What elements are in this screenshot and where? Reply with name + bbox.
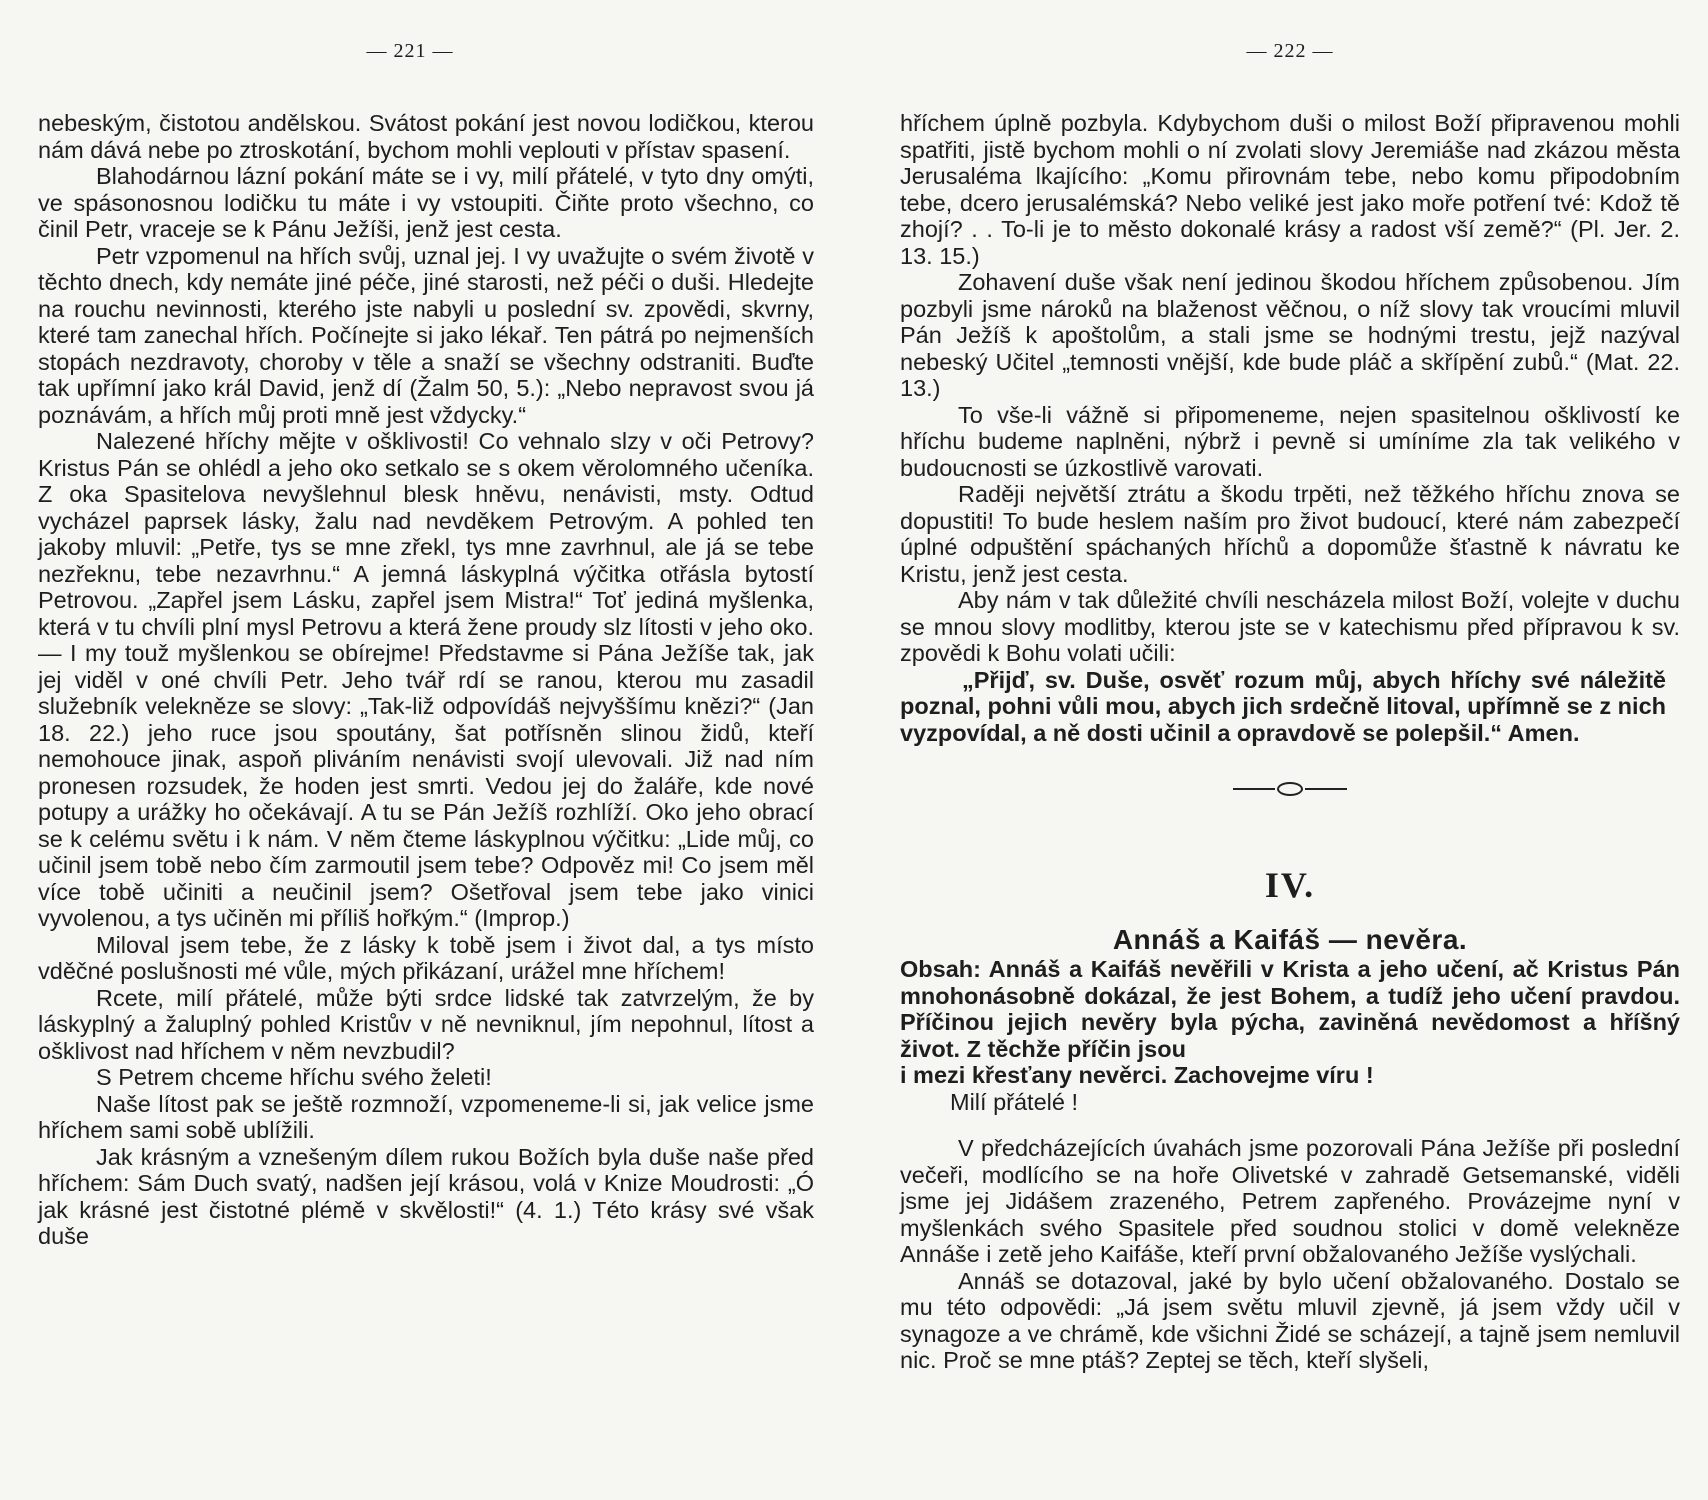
paragraph: Raději největší ztrátu a škodu trpěti, než těžkého hříchu znova se dopustiti! To bude heslem naším pro život budoucí, které nám zabezpečí úplné odpuštění spáchaných hříchů a dopomůže šťastně k návratu ke Kristu, jenž jest cesta. xyxy=(900,481,1680,587)
page-number: — 222 — xyxy=(1246,40,1334,62)
paragraph: Nalezené hříchy mějte v ošklivosti! Co vehnalo slzy v oči Petrovy? Kristus Pán se ohlédl a jeho oko setkalo se s okem věrolomného učeníka. Z oka Spasitelova nevyšlehnul blesk hněvu, nenávisti, msty. Odtud vycházel paprsek lásky, žalu nad nevděkem Petrovým. A pohled ten jakoby mluvil: „Petře, tys se mne zřekl, tys mne zavrhnul, ale já se tebe nezřeknu, tebe nezavrhnu.“ A jemná láskyplná výčitka otřásla bytostí Petrovou. „Zapřel jsem Lásku, zapřel jsem Mistra!“ Toť jediná myšlenka, která v tu chvíli plní mysl Petrovu a která žene proudy slz lítosti v jeho oko. — I my touž myšlenkou se obírejme! Představme si Pána Ježíše tak, jak jej viděl v oné chvíli Petr. Jeho tvář rdí se ranou, kterou mu zasadil služebník velekněze se slovy: „Tak-liž odpovídáš nejvyššímu knězi?“ (Jan 18. 22.) jeho ruce jsou spoutány, šat potřísněn slinou židů, kteří nemohouce jinak, aspoň pliváním nenávisti svojí ulevovali. Již nad ním pronesen rozsudek, že hoden jest smrti. Vedou jej do žaláře, kde nové potupy a urážky ho očekávají. A tu se Pán Ježíš rozhlíží. Oko jeho obrací se k celému světu i k nám. V něm čteme láskyplnou výčitku: „Lide můj, co učinil jsem tobě nebo čím zarmoutil jsem tebe? Odpověz mi! Co jsem měl více tobě učiniti a neučinil jsem? Ošetřoval jsem tebe jako vinici vyvolenou, a tys učiněn mi příliš hořkým.“ (Improp.) xyxy=(38,428,814,931)
paragraph: Miloval jsem tebe, že z lásky k tobě jsem i život dal, a tys místo vděčné poslušnosti mé vůle, mých přikázaní, urážel mne hříchem! xyxy=(38,931,814,984)
paragraph: Aby nám v tak důležité chvíli nescházela milost Boží, volejte v duchu se mnou slovy modlitby, kterou jste se v katechismu před přípravou k sv. zpovědi k Bohu volati učili: xyxy=(900,587,1680,666)
paragraph: Naše lítost pak se ještě rozmnoží, vzpomeneme-li si, jak velice jsme hříchem sami sobě ublížili. xyxy=(38,1090,814,1143)
chapter-number: IV. xyxy=(1264,865,1316,905)
prayer-text: „Přijď, sv. Duše, osvěť rozum můj, abych hříchy své náležitě poznal, pohni vůli mou, abych jich srdečně litoval, upřímně se z nich vyzpovídal, a ně dosti učinil a opravdově se polepšil.“ Amen. xyxy=(900,666,1666,746)
divider-ornament-icon xyxy=(1277,782,1303,796)
divider-line-right xyxy=(1305,788,1347,790)
paragraph: nebeským, čistotou andělskou. Svátost pokání jest novou lodičkou, kterou nám dává nebe po ztroskotání, bychom mohli veplouti v přístav spasení. xyxy=(38,110,814,163)
left-page-text xyxy=(38,110,814,1250)
paragraph: V předcházejících úvahách jsme pozorovali Pána Ježíše při poslední večeři, modlícího se na hoře Olivetské v zahradě Getsemanské, viděli jsme jej Jidášem zrazeného, Petrem zapřeného. Provázejme nyní v myšlenkách svého Spasitele před soudnou stolici v domě velekněze Annáše i zetě jeho Kaifáše, kteří první obžalovaného Ježíše vyslýchali. xyxy=(900,1135,1680,1267)
paragraph: Rcete, milí přátelé, může býti srdce lidské tak zatvrzelým, že by láskyplný a žaluplný pohled Kristův v ně nevniknul, jím nepohnul, lítost a ošklivost nad hříchem v něm nevzbudil? xyxy=(38,984,814,1064)
chapter-title: Annáš a Kaifáš — nevěra. xyxy=(1112,924,1468,955)
paragraph: Zohavení duše však není jedinou škodou hříchem způsobenou. Jím pozbyli jsme nároků na blaženost věčnou, o níž slovy tak vroucími mluvil Pán Ježíš k apoštolům, a stali jsme se hodnými trestu, jejž nazýval nebeský Učitel „temnosti vnější, kde bude pláč a skřípění zubů.“ (Mat. 22. 13.) xyxy=(900,269,1680,401)
paragraph: S Petrem chceme hříchu svého želeti! xyxy=(96,1064,492,1090)
paragraph: Jak krásným a vznešeným dílem rukou Božích byla duše naše před hříchem: Sám Duch svatý, nadšen její krásou, volá v Knize Moudrosti: „Ó jak krásné jest čistotné plémě v skvělosti!“ (4. 1.) Této krásy své však duše xyxy=(38,1143,814,1249)
paragraph: Blahodárnou lázní pokání máte se i vy, milí přátelé, v tyto dny omýti, ve spásonosnou lodičku tu máte i vy vstoupiti. Čiňte proto všechno, co činil Petr, vraceje se k Pánu Ježíši, jenž jest cesta. xyxy=(38,163,814,242)
paragraph: hříchem úplně pozbyla. Kdybychom duši o milost Boží připravenou mohli spatřiti, jistě bychom mohli o ní zvolati slovy Jeremiáše nad zkázou města Jerusaléma lkajícího: „Komu přirovnám tebe, nebo komu připodobním tebe, dcero jerusalémská? Nebo veliké jest jako moře potření tvé: Kdož tě zhojí? . . To-li je to město dokonalé krásy a radost vší země?“ (Pl. Jer. 2. 13. 15.) xyxy=(900,110,1680,269)
paragraph: Annáš se dotazoval, jaké by bylo učení obžalovaného. Dostalo se mu této odpovědi: „Já jsem světu mluvil zjevně, já jsem vždy učil v synagoze a ve chrámě, kde všichni Židé se scházejí, a tajně jsem nemluvil nic. Proč se mne ptáš? Zeptej se těch, kteří slyšeli, xyxy=(900,1267,1680,1373)
greeting: Milí přátelé ! xyxy=(950,1088,1078,1115)
divider-line-left xyxy=(1233,788,1275,790)
chapter-summary: Obsah: Annáš a Kaifáš nevěřili v Krista a jeho učení, ač Kristus Pán mnohonásobně dokázal, že jest Bohem, a tudíž jeho učení pravdou. Příčinou jejich nevěry byla pýcha, zaviněná nevědomost a hříšný život. Z těchže příčin jsou xyxy=(900,956,1680,1062)
left-page xyxy=(0,0,820,1500)
right-page xyxy=(880,0,1700,1500)
paragraph: To vše-li vážně si připomeneme, nejen spasitelnou ošklivostí ke hříchu budeme naplněni, nýbrž i pevně si umíníme zla tak velikého v budoucnosti se úzkostlivě varovati. xyxy=(900,401,1680,481)
section-divider xyxy=(900,782,1680,796)
paragraph: Petr vzpomenul na hřích svůj, uznal jej. I vy uvažujte o svém životě v těchto dnech, kdy nemáte jiné péče, jiné starosti, než péči o duši. Hledejte na rouchu nevinnosti, kterého jste nabyli u poslední sv. zpovědi, skvrny, které tam zanechal hřích. Počínejte si jako lékař. Ten pátrá po nejmenších stopách nezdravoty, choroby v těle a snaží se všechny odstraniti. Buďte tak upřímní jako král David, jenž dí (Žalm 50, 5.): „Nebo nepravost svou já poznávám, a hřích můj proti mně jest vždycky.“ xyxy=(38,242,814,428)
chapter-summary-end: i mezi křesťany nevěrci. Zachovejme víru ! xyxy=(900,1062,1374,1088)
page-number: — 221 — xyxy=(366,40,454,62)
right-page-text xyxy=(900,110,1680,1374)
